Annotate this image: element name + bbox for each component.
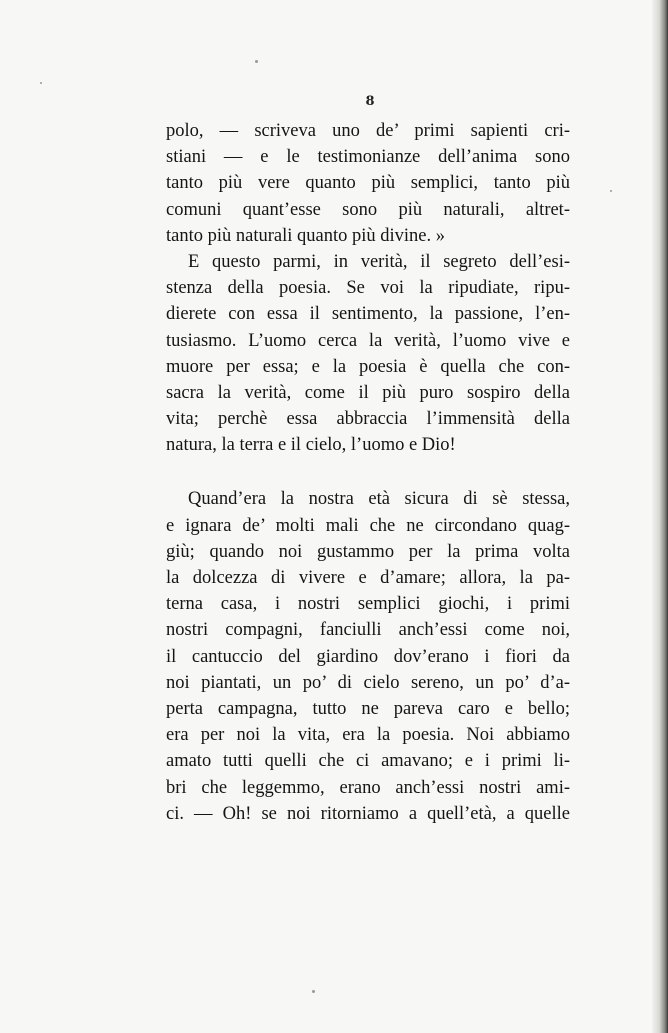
text-line: E questo parmi, in verità, il segreto dell’esi- (188, 251, 570, 272)
text-line: comuni quant’esse sono più naturali, altret- (166, 199, 570, 220)
text-line: dierete con essa il sentimento, la passione, l’en- (166, 304, 570, 325)
text-line: giù; quando noi gustammo per la prima volta (166, 541, 570, 562)
paper-speck (610, 190, 612, 192)
text-line: natura, la terra e il cielo, l’uomo e Dio! (166, 435, 456, 456)
text-line: polo, — scriveva uno de’ primi sapienti cri- (166, 121, 570, 141)
text-line: era per noi la vita, era la poesia. Noi abbiamo (166, 725, 570, 746)
text-line: e ignara de’ molti mali che ne circondano quag- (166, 515, 570, 536)
paper-speck (255, 60, 258, 63)
paper-speck (40, 82, 42, 84)
paragraph (166, 118, 570, 249)
text-line: terna casa, i nostri semplici giochi, i primi (166, 594, 570, 615)
text-line: nostri compagni, fanciulli anch’essi come noi, (166, 620, 570, 641)
text-line: tanto più vere quanto più semplici, tanto più (166, 173, 570, 194)
paragraph (166, 486, 570, 826)
text-line: amato tutti quelli che ci amavano; e i primi li- (166, 751, 570, 772)
paragraph-gap (166, 458, 570, 486)
page-edge-shadow (652, 0, 668, 1033)
page-number: 8 (365, 94, 375, 109)
text-line: sacra la verità, come il più puro sospiro della (166, 382, 570, 403)
text-line: stenza della poesia. Se voi la ripudiate, ripu- (166, 278, 570, 299)
body-text (166, 118, 570, 827)
text-line: bri che leggemmo, erano anch’essi nostri ami- (166, 777, 570, 798)
text-line: muore per essa; e la poesia è quella che con- (166, 356, 570, 377)
text-line: il cantuccio del giardino dov’erano i fiori da (166, 646, 570, 667)
text-line: tanto più naturali quanto più divine. » (166, 225, 445, 246)
paragraph (166, 249, 570, 459)
text-line: ci. — Oh! se noi ritorniamo a quell’età, a quelle (166, 803, 570, 824)
paper-speck (312, 990, 315, 993)
text-line: tusiasmo. L’uomo cerca la verità, l’uomo vive e (166, 330, 570, 351)
text-line: noi piantati, un po’ di cielo sereno, un po’ d’a- (166, 672, 570, 693)
text-line: Quand’era la nostra età sicura di sè stessa, (188, 489, 570, 510)
text-line: perta campagna, tutto ne pareva caro e bello; (166, 698, 570, 719)
text-line: stiani — e le testimonianze dell’anima sono (166, 147, 570, 168)
text-line: vita; perchè essa abbraccia l’immensità della (166, 409, 570, 430)
text-line: la dolcezza di vivere e d’amare; allora, la pa- (166, 568, 570, 588)
